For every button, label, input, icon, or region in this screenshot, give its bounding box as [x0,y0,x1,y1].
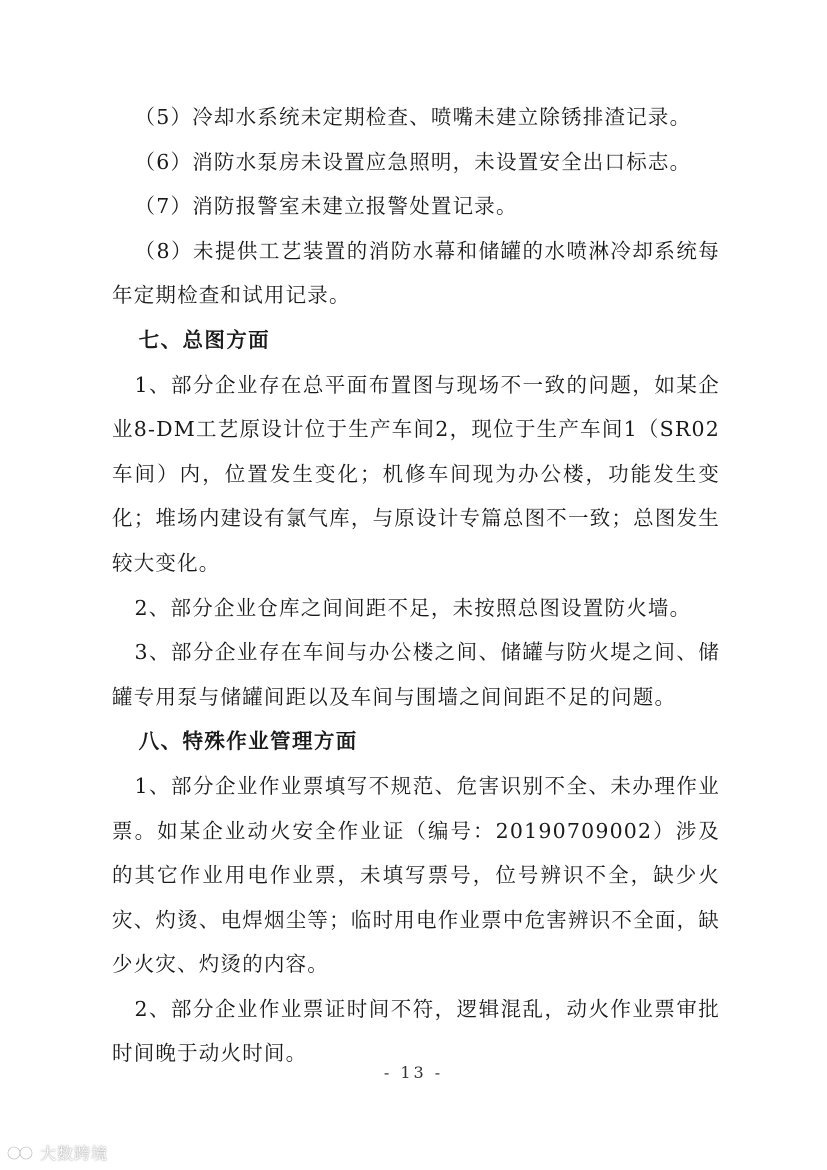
paragraph-item-6: （6）消防水泵房未设置应急照明，未设置安全出口标志。 [134,149,692,174]
paragraph-item-7: （7）消防报警室未建立报警处置记录。 [134,194,518,219]
paragraph-item-5: （5）冷却水系统未定期检查、喷嘴未建立除锈排渣记录。 [134,105,692,129]
watermark [6,1141,108,1164]
paragraph-layout-3: 3、部分企业存在车间与办公楼之间、储罐与防火堤之间、储罐专用泵与储罐间距以及车间与围墙之间间距不足的问题。 [112,640,720,709]
paragraph-operations-1: 1、部分企业作业票填写不规范、危害识别不全、未办理作业票。如某企业动火安全作业证（编号：20190709002）涉及的其它作业用电作业票，未填写票号，位号辨识不全，缺少火灾、灼烫、电焊烟尘等；临时用电作业票中危害辨识不全面，缺少火灾、灼烫的内容。 [112,773,720,977]
paragraph-operations-2: 2、部分企业作业票证时间不符，逻辑混乱，动火作业票审批时间晚于动火时间。 [112,996,720,1066]
page-number: - 13 - [383,1063,444,1082]
watermark-logo-icon [6,1143,36,1163]
paragraph-layout-1: 1、部分企业存在总平面布置图与现场不一致的问题，如某企业8-DM工艺原设计位于生产车间2，现位于生产车间1（SR02车间）内，位置发生变化；机修车间现为办公楼，功能发生变化；堆场内建设有氯气库，与原设计专篇总图不一致；总图发生较大变化。 [112,372,720,575]
document-body [112,95,720,1076]
paragraph-layout-2: 2、部分企业仓库之间间距不足，未按照总图设置防火墙。 [134,595,692,620]
section-heading-general-layout: 七、总图方面 [138,327,271,352]
paragraph-item-8: （8）未提供工艺装置的消防水幕和储罐的水喷淋冷却系统每年定期检查和试用记录。 [112,238,720,308]
watermark-text: 大数跨境 [40,1144,109,1163]
section-heading-special-operations: 八、特殊作业管理方面 [138,729,358,754]
